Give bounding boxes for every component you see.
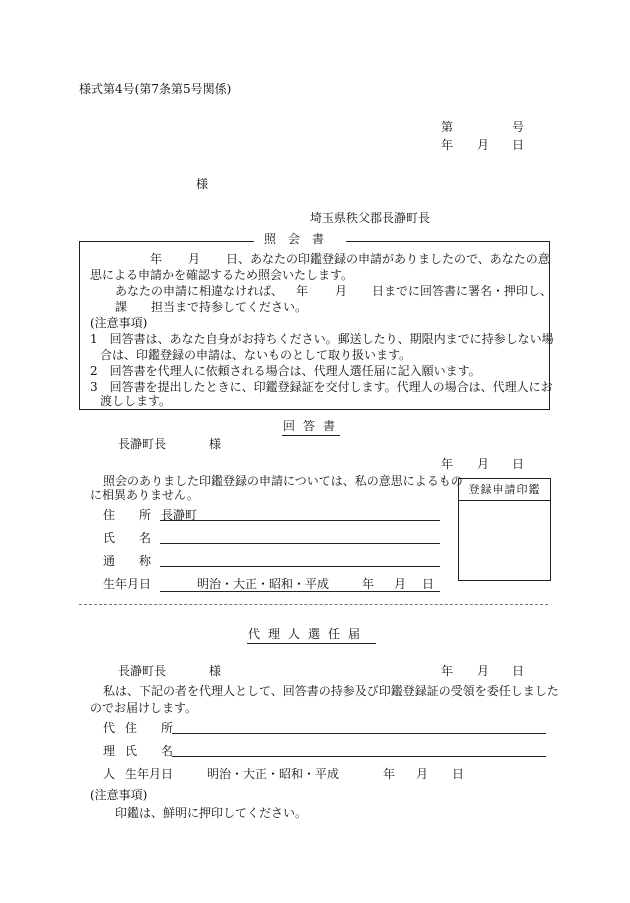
answer-addressee-sama: 様 — [209, 437, 222, 451]
proxy-birth-month: 月 — [416, 767, 429, 781]
answer-address-value: 長瀞町 — [161, 508, 198, 522]
proxy-address-field[interactable] — [172, 733, 546, 734]
inquiry-title: 照会書 — [254, 232, 346, 247]
inquiry-note-3b: 渡しします。 — [100, 394, 172, 408]
inquiry-line-2: 思による申請かを確認するため照会いたします。 — [90, 268, 354, 282]
inquiry-note-3a: 3 回答書を提出したときに、印鑑登録証を交付します。代理人の場合は、代理人にお — [90, 380, 553, 394]
doc-number-dai: 第 — [441, 120, 454, 134]
proxy-vertical-char-3: 人 — [103, 767, 116, 781]
proxy-birth-label: 生年月日 — [125, 767, 174, 781]
inquiry-deadline-month: 月 — [335, 284, 348, 298]
inquiry-line-1: 日、あなたの印鑑登録の申請がありましたので、あなたの意 — [226, 252, 550, 266]
answer-date-day: 日 — [512, 457, 525, 471]
inquiry-note-1b: 合は、印鑑登録の申請は、ないものとして取り扱います。 — [100, 348, 412, 362]
proxy-name-field[interactable] — [172, 756, 546, 757]
answer-birth-month: 月 — [394, 577, 407, 591]
proxy-body-2: のでお届けします。 — [90, 701, 198, 715]
proxy-vertical-char-2: 理 — [103, 744, 116, 758]
proxy-addressee-sama: 様 — [209, 664, 222, 678]
answer-birth-field[interactable] — [160, 591, 440, 592]
inquiry-note-2: 2 回答書を代理人に依頼される場合は、代理人選任届に記入願います。 — [90, 364, 481, 378]
proxy-name-label: 氏 名 — [125, 744, 174, 758]
answer-title-underline — [282, 435, 340, 436]
answer-alias-field[interactable] — [160, 566, 440, 567]
proxy-addressee: 長瀞町長 — [118, 664, 167, 678]
proxy-birth-day: 日 — [452, 767, 465, 781]
answer-birth-year: 年 — [362, 577, 375, 591]
doc-number-gou: 号 — [512, 120, 525, 134]
proxy-birth-era[interactable]: 明治・大正・昭和・平成 — [207, 767, 340, 781]
header-date-month: 月 — [477, 138, 490, 152]
sender-name: 埼玉県秩父郡長瀞町長 — [310, 211, 431, 225]
answer-date-month: 月 — [477, 457, 490, 471]
answer-address-field[interactable] — [160, 520, 440, 521]
inquiry-deadline-year: 年 — [296, 284, 309, 298]
answer-addressee: 長瀞町長 — [118, 437, 167, 451]
proxy-title-underline — [247, 643, 376, 644]
seal-box[interactable] — [458, 478, 551, 581]
proxy-vertical-char-1: 代 — [103, 721, 116, 735]
answer-name-label: 氏 名 — [103, 531, 152, 545]
inquiry-line-4: 担当まで持参してください。 — [151, 300, 308, 314]
answer-birth-day: 日 — [422, 577, 435, 591]
answer-alias-label: 通 称 — [103, 554, 152, 568]
proxy-note: 印鑑は、鮮明に押印してください。 — [115, 806, 308, 820]
proxy-body-1: 私は、下記の者を代理人として、回答書の持参及び印鑑登録証の受領を委任しました — [103, 684, 559, 698]
proxy-date-year: 年 — [441, 664, 454, 678]
answer-birth-era[interactable]: 明治・大正・昭和・平成 — [197, 577, 330, 591]
inquiry-notes-heading: (注意事項) — [90, 316, 148, 330]
inquiry-section-ka: 課 — [115, 300, 128, 314]
header-date-year: 年 — [441, 138, 454, 152]
answer-birth-label: 生年月日 — [103, 577, 152, 591]
section-separator — [79, 604, 548, 605]
proxy-birth-year: 年 — [383, 767, 396, 781]
proxy-date-day: 日 — [512, 664, 525, 678]
proxy-date-month: 月 — [477, 664, 490, 678]
inquiry-date-month: 月 — [188, 252, 201, 266]
answer-address-label: 住 所 — [103, 508, 152, 522]
proxy-address-label: 住 所 — [125, 721, 174, 735]
answer-body-2: に相異ありません。 — [90, 488, 199, 502]
answer-name-field[interactable] — [160, 543, 440, 544]
inquiry-date-year: 年 — [150, 252, 163, 266]
inquiry-note-1a: 1 回答書は、あなた自身がお持ちください。郵送したり、期限内までに持参しない場 — [90, 332, 554, 346]
header-date-day: 日 — [512, 138, 525, 152]
proxy-notes-heading: (注意事項) — [90, 788, 148, 802]
form-number: 様式第4号(第7条第5号関係) — [79, 82, 232, 96]
answer-title: 回答書 — [283, 419, 344, 433]
seal-box-label: 登録申請印鑑 — [459, 479, 550, 501]
proxy-title: 代理人選任届 — [248, 627, 369, 641]
inquiry-line-3-rest: 日までに回答書に署名・押印し、 — [372, 284, 553, 298]
recipient-sama: 様 — [196, 177, 209, 191]
answer-body-1: 照会のありました印鑑登録の申請については、私の意思によるもの — [103, 474, 463, 488]
answer-date-year: 年 — [441, 457, 454, 471]
inquiry-line-3: あなたの申請に相違なければ、 — [115, 284, 284, 298]
